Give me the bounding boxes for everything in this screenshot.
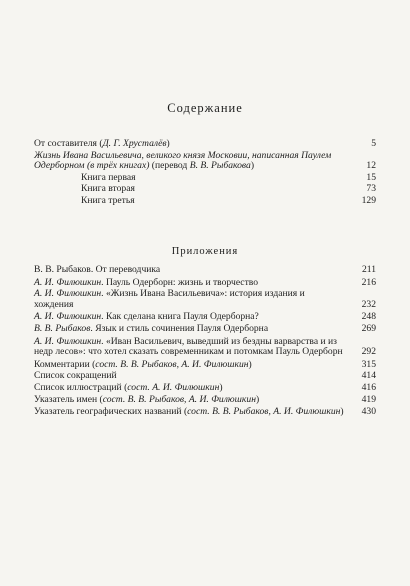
title-text: ) — [250, 160, 255, 172]
contents-list — [34, 139, 376, 207]
contents-entry-title — [81, 184, 376, 195]
contents-entry — [34, 196, 376, 207]
title-text: Книга третья — [81, 194, 135, 206]
title-text: Список иллюстраций ( — [34, 381, 128, 393]
title-text: Комментарии ( — [34, 358, 96, 370]
appendix-entry — [34, 265, 376, 276]
appendix-entry-title — [34, 278, 376, 289]
page-number: 315 — [361, 358, 376, 370]
title-text: ) — [219, 381, 223, 393]
page-number: 419 — [361, 393, 376, 405]
appendix-entry — [34, 337, 376, 358]
page-number: 248 — [361, 311, 376, 323]
author-name: В. В. Рыбаков — [34, 322, 91, 334]
title-text: Указатель географических названий ( — [34, 406, 188, 418]
author-name: сост. В. В. Рыбаков, А. И. Филюшкин — [187, 406, 341, 418]
title-text: (перевод — [149, 160, 190, 172]
page-number: 15 — [366, 171, 376, 183]
contents-heading: Содержание — [167, 101, 243, 115]
contents-entry — [34, 184, 376, 195]
appendix-entry — [34, 371, 376, 382]
author-name: сост. В. В. Рыбаков, А. И. Филюшкин — [102, 393, 256, 405]
appendix-entry-title — [34, 265, 376, 276]
appendix-heading: Приложения — [171, 246, 239, 257]
title-text: ) — [255, 393, 260, 405]
appendix-entry-title — [34, 383, 376, 394]
page-number: 232 — [361, 298, 376, 310]
title-text: ) — [340, 406, 344, 418]
appendix-entry-title — [34, 312, 376, 323]
appendix-entry — [34, 383, 376, 394]
appendix-entry-title — [34, 289, 376, 310]
author-name: А. И. Филюшкин — [34, 311, 102, 323]
appendix-entry-title — [34, 324, 376, 335]
appendix-entry — [34, 324, 376, 335]
author-name: А. И. Филюшкин — [34, 335, 102, 347]
contents-entry — [34, 173, 376, 184]
page-number: 414 — [361, 370, 376, 382]
title-text: Указатель имен ( — [34, 393, 103, 405]
contents-entry-title — [34, 139, 376, 150]
appendix-entry-title — [34, 337, 376, 358]
contents-entry — [34, 139, 376, 150]
page-number: 416 — [361, 381, 376, 393]
title-text: Книга первая — [81, 171, 136, 183]
author-name: сост. В. В. Рыбаков, А. И. Филюшкин — [95, 358, 249, 370]
title-text: Список сокращений — [34, 370, 117, 382]
title-text: . Как сделана книга Пауля Одерборна? — [101, 311, 259, 323]
title-text: В. В. Рыбаков. От переводчика — [34, 264, 161, 275]
appendix-entry-title — [34, 371, 376, 382]
title-text: . «Иван Васильевич, выведший из бездны варварства и из недр лесов»: что хотел сказать современникам и потомкам Пауль Одерборн — [34, 335, 343, 358]
appendix-entry — [34, 407, 376, 418]
author-name: Д. Г. Хрусталёв — [102, 138, 167, 149]
contents-entry-title — [81, 196, 376, 207]
appendix-entry — [34, 395, 376, 406]
title-text: Книга вторая — [81, 183, 135, 195]
title-text: . «Жизнь Ивана Васильевича»: история издания и хождения — [34, 288, 305, 310]
page-number: 129 — [361, 194, 376, 206]
appendix-entry — [34, 312, 376, 323]
page-number: 292 — [361, 346, 376, 358]
author-name: Жизнь Ивана Васильевича, великого князя Московии, написанная Паулем Одерборном (в трёх книгах) — [34, 149, 332, 172]
page-number: 211 — [361, 264, 376, 275]
title-text: . Пауль Одерборн: жизнь и творчество — [101, 276, 259, 288]
page-number: 5 — [371, 138, 376, 149]
page-number: 269 — [361, 322, 376, 334]
contents-entry — [34, 151, 376, 172]
author-name: В. В. Рыбакова — [189, 160, 251, 172]
title-text: ) — [248, 358, 252, 370]
title-text: . Язык и стиль сочинения Пауля Одерборна — [90, 322, 269, 334]
appendix-entry-title — [34, 360, 376, 371]
author-name: сост. А. И. Филюшкин — [127, 381, 220, 393]
appendix-entry — [34, 360, 376, 371]
page-number: 430 — [361, 406, 376, 418]
appendix-list — [34, 265, 376, 418]
author-name: А. И. Филюшкин — [34, 288, 102, 300]
appendix-entry-title — [34, 395, 376, 406]
appendix-entry-title — [34, 407, 376, 418]
appendix-entry — [34, 278, 376, 289]
title-text: ) — [166, 138, 170, 149]
page-number: 73 — [366, 183, 376, 195]
page-number: 12 — [366, 160, 376, 172]
title-text: От составителя ( — [34, 138, 103, 149]
contents-entry-title — [81, 173, 376, 184]
author-name: А. И. Филюшкин — [34, 276, 102, 288]
appendix-entry — [34, 289, 376, 310]
page-number: 216 — [361, 276, 376, 288]
contents-entry-title — [34, 151, 376, 172]
